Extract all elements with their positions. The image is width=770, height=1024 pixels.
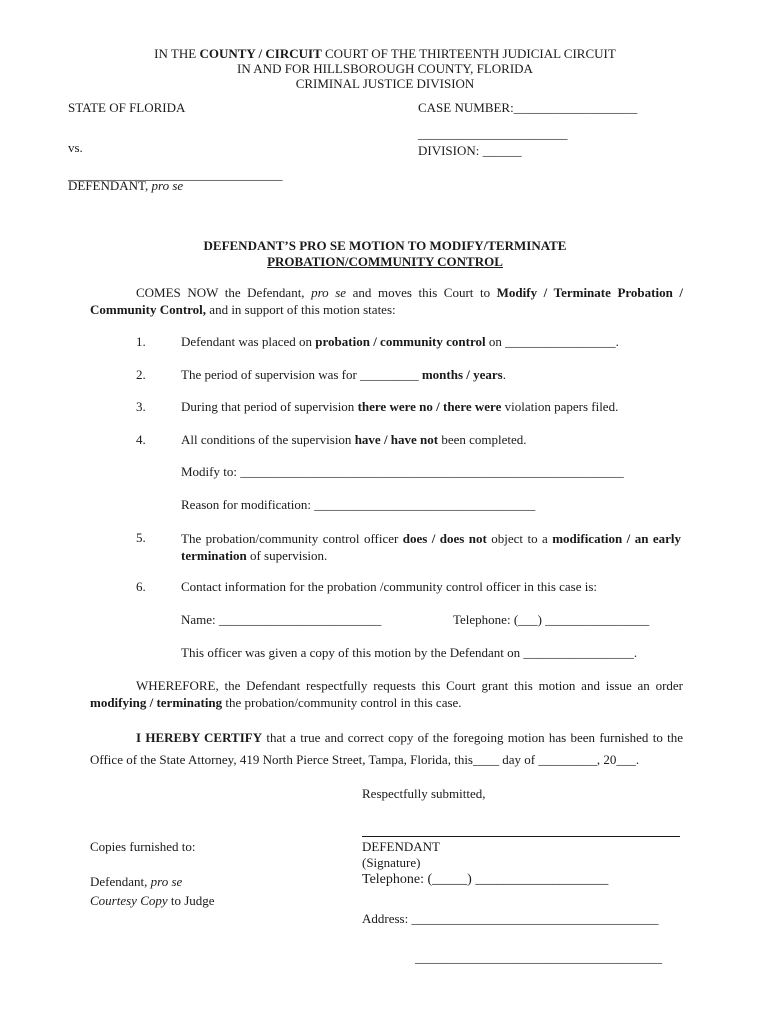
item-2-text: The period of supervision was for _________ months / years. xyxy=(181,367,506,382)
defendant-label: DEFENDANT, pro se xyxy=(68,178,184,193)
signature-line xyxy=(362,836,680,837)
item-number-3: 3. xyxy=(136,399,146,414)
item-6-text: Contact information for the probation /community control officer in this case is: xyxy=(181,579,598,594)
state-of-florida: STATE OF FLORIDA xyxy=(68,100,186,115)
item-number-4: 4. xyxy=(136,432,146,447)
case-number-blank-line: _______________________ xyxy=(418,126,568,141)
certificate-of-service: I HEREBY CERTIFY that a true and correct copy of the foregoing motion has been furnished to the Office of the State Attorney, 419 North Pierce Street, Tampa, Florida, this____ day of _________, 20___. xyxy=(90,730,683,767)
division-field: DIVISION: ______ xyxy=(418,143,522,158)
defendant-telephone-field: Telephone: (_____) ___________________ xyxy=(362,872,609,887)
motion-title-line-1: DEFENDANT’S PRO SE MOTION TO MODIFY/TERMINATE xyxy=(203,238,567,253)
vs-label: vs. xyxy=(68,140,83,155)
case-number: CASE NUMBER:___________________ xyxy=(418,100,638,115)
court-header-line-2: IN AND FOR HILLSBOROUGH COUNTY, FLORIDA xyxy=(237,61,533,76)
copy-recipient-judge: Courtesy Copy to Judge xyxy=(90,893,215,908)
item-number-6: 6. xyxy=(136,579,146,594)
reason-for-modification-field: Reason for modification: __________________________________ xyxy=(181,497,536,512)
court-header-line-1: IN THE COUNTY / CIRCUIT COURT OF THE THIRTEENTH JUDICIAL CIRCUIT xyxy=(154,46,616,61)
item-number-2: 2. xyxy=(136,367,146,382)
officer-telephone-field: Telephone: (___) ________________ xyxy=(453,612,650,627)
item-1-text: Defendant was placed on probation / community control on _________________. xyxy=(181,334,619,349)
respectfully-submitted: Respectfully submitted, xyxy=(362,786,486,801)
defendant-name-blank: _________________________________ xyxy=(68,167,283,182)
copy-recipient-defendant: Defendant, pro se xyxy=(90,874,183,889)
item-3-text: During that period of supervision there were no / there were violation papers filed. xyxy=(181,399,619,414)
wherefore-paragraph: WHEREFORE, the Defendant respectfully requests this Court grant this motion and issue an order modifying / terminating the probation/community control in this case. xyxy=(90,678,683,710)
officer-name-field: Name: _________________________ xyxy=(181,612,382,627)
item-number-5: 5. xyxy=(136,530,146,545)
modify-to-field: Modify to: ___________________________________________________________ xyxy=(181,464,624,479)
signature-label: (Signature) xyxy=(362,855,421,870)
defendant-address-line-2: ______________________________________ xyxy=(415,950,662,965)
item-5-text: The probation/community control officer does / does not object to a modification / an early termination of supervision. xyxy=(181,531,681,563)
court-header-line-3: CRIMINAL JUSTICE DIVISION xyxy=(295,76,475,91)
item-4-text: All conditions of the supervision have / have not been completed. xyxy=(181,432,527,447)
officer-copy-date: This officer was given a copy of this motion by the Defendant on _________________. xyxy=(181,645,638,660)
defendant-address-field: Address: ______________________________________ xyxy=(362,911,659,926)
copies-furnished-label: Copies furnished to: xyxy=(90,839,196,854)
item-number-1: 1. xyxy=(136,334,146,349)
motion-title-line-2: PROBATION/COMMUNITY CONTROL xyxy=(267,254,503,269)
intro-paragraph: COMES NOW the Defendant, pro se and moves this Court to Modify / Terminate Probation / Community Control, and in support of this motion states: xyxy=(90,285,683,317)
signature-defendant-label: DEFENDANT xyxy=(362,839,440,854)
